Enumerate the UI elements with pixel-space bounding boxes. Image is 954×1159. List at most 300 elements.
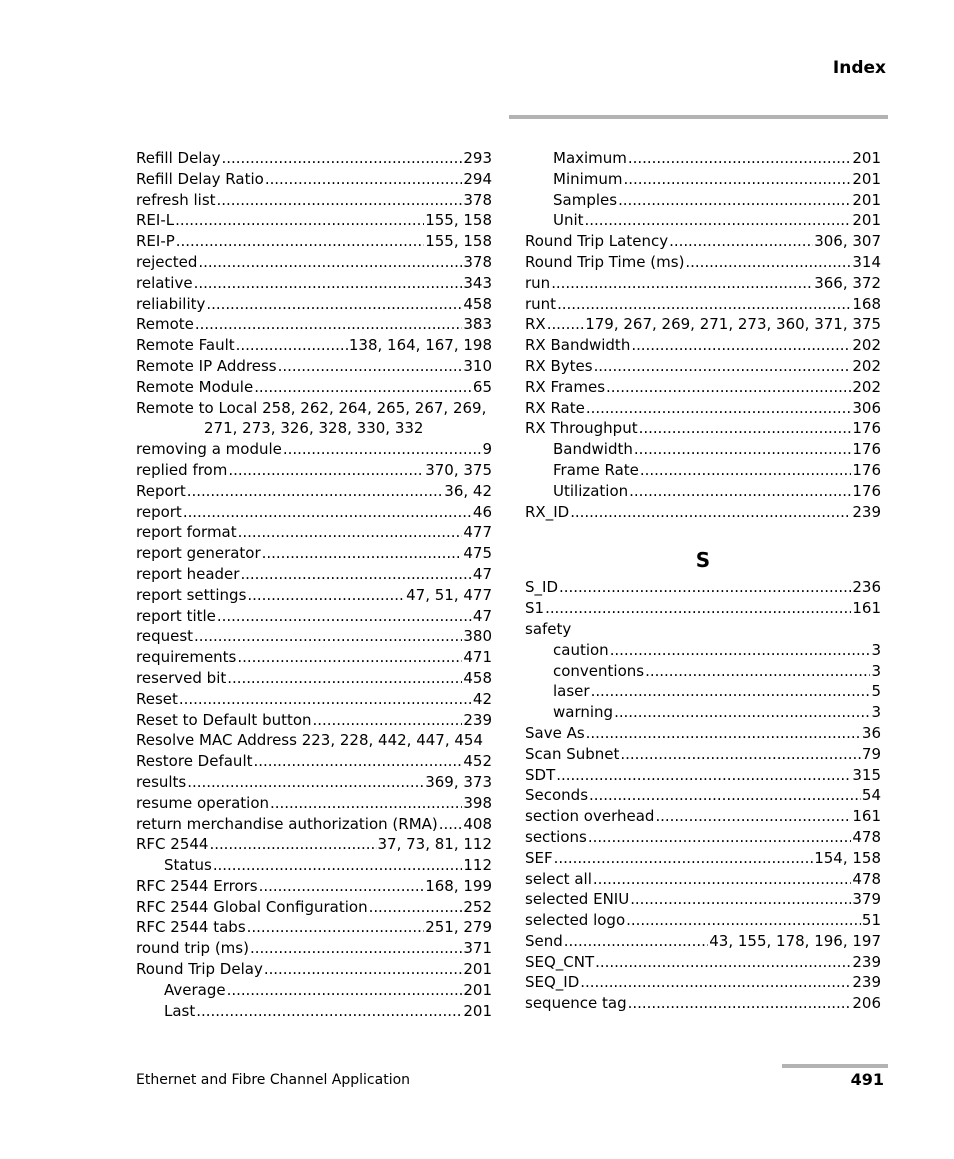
- index-term: report: [136, 502, 182, 521]
- dot-leader: [594, 356, 852, 377]
- index-term: S1: [525, 599, 545, 618]
- index-term: round trip (ms): [136, 939, 249, 958]
- index-term: request: [136, 627, 194, 646]
- index-subentry: [525, 190, 881, 211]
- index-term: Reset: [136, 689, 178, 708]
- dot-leader: [194, 273, 463, 294]
- page-references: 371: [463, 939, 492, 958]
- dot-leader: [222, 148, 463, 169]
- index-term: Round Trip Delay: [136, 960, 263, 979]
- dot-leader: [586, 398, 851, 419]
- index-subentry: [136, 855, 492, 876]
- index-entry: [525, 806, 881, 827]
- dot-leader: [557, 294, 851, 315]
- index-term: Status: [164, 856, 212, 875]
- dot-leader: [630, 889, 851, 910]
- index-subentry: [525, 148, 881, 169]
- page-references: 378: [463, 190, 492, 209]
- page-references: 201: [852, 169, 881, 188]
- index-entry: [136, 751, 492, 772]
- index-term: section overhead: [525, 807, 655, 826]
- index-term: Remote Module: [136, 377, 254, 396]
- index-entry: [136, 522, 492, 543]
- page-header-title: Index: [832, 58, 886, 78]
- index-entry: [525, 356, 881, 377]
- dot-leader: [237, 647, 462, 668]
- index-term: sequence tag: [525, 994, 627, 1013]
- page-references: 478: [852, 869, 881, 888]
- index-entry: [136, 606, 492, 627]
- index-entry: [136, 273, 492, 294]
- page-references: 65: [472, 377, 492, 396]
- index-term: reserved bit: [136, 668, 227, 687]
- index-term: Send: [525, 931, 563, 950]
- dot-leader: [545, 598, 851, 619]
- dot-leader: [593, 869, 851, 890]
- index-entry: [136, 876, 492, 897]
- page-references: 458: [463, 294, 492, 313]
- page-references: 176: [852, 440, 881, 459]
- dot-leader: [259, 876, 425, 897]
- dot-leader: [227, 668, 462, 689]
- dot-leader: [283, 439, 482, 460]
- index-term: Average: [164, 980, 226, 999]
- page-references: 168: [852, 294, 881, 313]
- index-term: Frame Rate: [553, 460, 639, 479]
- index-list-r-continued: [525, 148, 881, 522]
- dot-leader: [247, 585, 405, 606]
- dot-leader: [439, 814, 463, 835]
- index-term: Resolve MAC Address: [136, 731, 297, 750]
- dot-leader: [194, 626, 462, 647]
- index-entry: [525, 910, 881, 931]
- index-term: Remote to Local: [136, 398, 258, 417]
- index-term: report settings: [136, 585, 247, 604]
- dot-leader: [570, 502, 851, 523]
- dot-leader: [629, 481, 851, 502]
- index-term: SEF: [525, 848, 553, 867]
- index-term: Save As: [525, 723, 585, 742]
- index-term: Report: [136, 481, 186, 500]
- index-term: RFC 2544 tabs: [136, 918, 246, 937]
- index-entry: [136, 585, 492, 606]
- dot-leader: [265, 169, 463, 190]
- index-term: relative: [136, 273, 193, 292]
- dot-leader: [254, 377, 472, 398]
- page-references: 314: [852, 252, 881, 271]
- index-entry: [525, 765, 881, 786]
- page-references: 380: [463, 627, 492, 646]
- index-term: REI-P: [136, 232, 175, 251]
- index-term: RFC 2544 Global Configuration: [136, 897, 368, 916]
- page-references: 201: [852, 190, 881, 209]
- index-entry: [525, 398, 881, 419]
- page-references: 271, 273, 326, 328, 330, 332: [204, 419, 424, 438]
- dot-leader: [564, 931, 708, 952]
- index-term: rejected: [136, 252, 198, 271]
- index-column-right: [525, 148, 881, 1014]
- index-term: replied from: [136, 460, 228, 479]
- dot-leader: [618, 190, 851, 211]
- index-term: Samples: [553, 190, 618, 209]
- page-references: 36, 42: [444, 481, 492, 500]
- index-term: SEQ_ID: [525, 973, 580, 992]
- index-term: selected logo: [525, 911, 626, 930]
- dot-leader: [634, 439, 852, 460]
- index-entry: [525, 273, 881, 294]
- index-term: Unit: [553, 211, 584, 230]
- dot-leader: [685, 252, 851, 273]
- index-term: Utilization: [553, 481, 629, 500]
- index-entry: [136, 314, 492, 335]
- page-references: 5: [871, 682, 881, 701]
- dot-leader: [183, 502, 472, 523]
- page-references: 168, 199: [425, 876, 492, 895]
- dot-leader: [556, 765, 851, 786]
- dot-leader: [580, 972, 851, 993]
- page-references: 408: [463, 814, 492, 833]
- index-term: safety: [525, 619, 572, 638]
- index-entry: [525, 314, 881, 335]
- index-column-left: [136, 148, 492, 1021]
- index-term: SDT: [525, 765, 556, 784]
- index-entry: [525, 502, 881, 523]
- index-entry: [136, 710, 492, 731]
- index-term: Remote: [136, 315, 194, 334]
- dot-leader: [228, 460, 424, 481]
- page-references: 176: [852, 460, 881, 479]
- page-references: 3: [871, 640, 881, 659]
- index-subentry: [525, 702, 881, 723]
- index-entry: [525, 993, 881, 1014]
- page-references: 239: [852, 502, 881, 521]
- index-entry: [136, 481, 492, 502]
- index-term: RX Frames: [525, 377, 606, 396]
- page-references: 306: [852, 398, 881, 417]
- index-entry: [136, 460, 492, 481]
- index-term: RX Bytes: [525, 356, 593, 375]
- dot-leader: [551, 273, 813, 294]
- dot-leader: [610, 640, 871, 661]
- dot-leader: [187, 772, 424, 793]
- page-references: 154, 158: [814, 848, 881, 867]
- index-term: RX_ID: [525, 502, 570, 521]
- page-references: 201: [852, 149, 881, 167]
- index-term: RX: [525, 315, 546, 334]
- page-references: 471: [463, 648, 492, 667]
- page-references: 36: [861, 723, 881, 742]
- dot-leader: [217, 606, 472, 627]
- dot-leader: [655, 806, 851, 827]
- index-term: reliability: [136, 294, 206, 313]
- page-references: 236: [852, 578, 881, 597]
- index-entry: [136, 689, 492, 710]
- page-references: 306, 307: [814, 232, 881, 251]
- index-entry: [136, 543, 492, 564]
- index-entry: [136, 814, 492, 835]
- dot-leader: [270, 793, 462, 814]
- index-term: S_ID: [525, 578, 558, 597]
- index-term: Refill Delay Ratio: [136, 169, 264, 188]
- index-subentry: [136, 980, 492, 1001]
- page-references: 379: [852, 890, 881, 909]
- index-entry: [136, 418, 492, 439]
- dot-leader: [236, 335, 348, 356]
- index-entry: [525, 723, 881, 744]
- page-references: 51: [861, 911, 881, 930]
- index-subentry: [525, 210, 881, 231]
- index-term: Restore Default: [136, 752, 253, 771]
- page-references: 42: [472, 689, 492, 708]
- index-term: resume operation: [136, 793, 270, 812]
- page-references: 458: [463, 668, 492, 687]
- page-references: 370, 375: [425, 460, 492, 479]
- dot-leader: [238, 522, 463, 543]
- index-entry: [136, 668, 492, 689]
- index-entry: [136, 439, 492, 460]
- dot-leader: [595, 952, 851, 973]
- dot-leader: [591, 681, 871, 702]
- page-references: 223, 228, 442, 447, 454: [301, 731, 484, 750]
- page-references: 161: [852, 807, 881, 826]
- dot-leader: [254, 751, 463, 772]
- dot-leader: [195, 314, 462, 335]
- index-term: report format: [136, 523, 237, 542]
- page-references: 293: [463, 149, 492, 167]
- index-entry: [525, 785, 881, 806]
- index-entry: [525, 231, 881, 252]
- index-term: requirements: [136, 648, 237, 667]
- index-entry: [525, 972, 881, 993]
- dot-leader: [586, 723, 861, 744]
- page-references: 201: [463, 1001, 492, 1020]
- dot-leader: [217, 190, 463, 211]
- index-term: sections: [525, 827, 587, 846]
- header-rule: [509, 115, 888, 119]
- page-references: 378: [463, 252, 492, 271]
- page-references: 202: [852, 377, 881, 396]
- dot-leader: [589, 785, 861, 806]
- index-term: Reset to Default button: [136, 710, 312, 729]
- page-references: 138, 164, 167, 198: [348, 336, 492, 355]
- index-entry: [136, 793, 492, 814]
- page-references: 155, 158: [425, 232, 492, 251]
- index-term: Round Trip Latency: [525, 232, 669, 251]
- index-term: report title: [136, 606, 216, 625]
- footer-book-title: Ethernet and Fibre Channel Application: [136, 1072, 411, 1088]
- page-references: 310: [463, 356, 492, 375]
- index-term: refresh list: [136, 190, 216, 209]
- page-references: 9: [482, 440, 492, 459]
- index-term: Remote IP Address: [136, 356, 277, 375]
- index-term: report generator: [136, 544, 261, 563]
- index-entry: [136, 564, 492, 585]
- index-subentry: [136, 1001, 492, 1022]
- page-references: 398: [463, 793, 492, 812]
- dot-leader: [626, 910, 861, 931]
- page-references: 46: [472, 502, 492, 521]
- page-references: 477: [463, 523, 492, 542]
- index-entry: [136, 502, 492, 523]
- page-references: 202: [852, 336, 881, 355]
- index-entry: [525, 931, 881, 952]
- index-entry: [136, 356, 492, 377]
- index-term: Scan Subnet: [525, 744, 620, 763]
- index-entry: [136, 938, 492, 959]
- index-term: conventions: [553, 661, 645, 680]
- page-references: 478: [852, 827, 881, 846]
- dot-leader: [614, 702, 870, 723]
- index-subentry: [525, 481, 881, 502]
- dot-leader: [624, 169, 852, 190]
- index-term: warning: [553, 703, 614, 722]
- page-references: 452: [463, 752, 492, 771]
- page-references: 176: [852, 419, 881, 438]
- page-references: 252: [463, 897, 492, 916]
- page-references: 112: [463, 856, 492, 875]
- index-entry: [136, 210, 492, 231]
- page-references: 47, 51, 477: [406, 585, 492, 604]
- dot-leader: [213, 855, 463, 876]
- index-term: selected ENIU: [525, 890, 630, 909]
- page-references: 251, 279: [425, 918, 492, 937]
- index-term: Round Trip Time (ms): [525, 252, 685, 271]
- index-entry: [136, 959, 492, 980]
- index-subentry: [525, 661, 881, 682]
- index-entry: [525, 577, 881, 598]
- page-references: 3: [871, 661, 881, 680]
- index-term: RX Bandwidth: [525, 336, 631, 355]
- page-references: 202: [852, 356, 881, 375]
- index-entry: [136, 647, 492, 668]
- index-entry: [136, 834, 492, 855]
- index-term: results: [136, 772, 187, 791]
- index-entry: [525, 377, 881, 398]
- page-references: 79: [861, 744, 881, 763]
- dot-leader: [606, 377, 851, 398]
- index-entry: [525, 848, 881, 869]
- dot-leader: [620, 744, 861, 765]
- footer-rule: [782, 1064, 888, 1068]
- index-entry: [136, 190, 492, 211]
- dot-leader: [628, 993, 852, 1014]
- index-entry: [525, 869, 881, 890]
- dot-leader: [179, 689, 472, 710]
- page-references: 176: [852, 481, 881, 500]
- dot-leader: [227, 980, 463, 1001]
- page-references: 383: [463, 315, 492, 334]
- index-entry: [136, 626, 492, 647]
- index-term: Maximum: [553, 149, 627, 167]
- index-term: Bandwidth: [553, 440, 633, 459]
- index-entry: [136, 148, 492, 169]
- dot-leader: [198, 252, 462, 273]
- dot-leader: [250, 938, 462, 959]
- index-term: runt: [525, 294, 557, 313]
- dot-leader: [645, 661, 870, 682]
- index-term: return merchandise authorization (RMA): [136, 814, 438, 833]
- index-entry: [136, 294, 492, 315]
- index-term: caution: [553, 640, 609, 659]
- index-subentry: [525, 460, 881, 481]
- index-entry: [136, 398, 492, 419]
- index-term: Remote Fault: [136, 336, 235, 355]
- dot-leader: [669, 231, 813, 252]
- dot-leader: [262, 543, 463, 564]
- page-references: 179, 267, 269, 271, 273, 360, 371, 375: [585, 315, 881, 334]
- page-references: 37, 73, 81, 112: [377, 835, 492, 854]
- dot-leader: [240, 564, 471, 585]
- page-references: 201: [463, 960, 492, 979]
- dot-leader: [628, 148, 851, 169]
- index-subentry: [525, 640, 881, 661]
- page-references: 161: [852, 599, 881, 618]
- dot-leader: [206, 294, 462, 315]
- index-term: run: [525, 273, 551, 292]
- index-term: Last: [164, 1001, 196, 1020]
- page-references: 47: [472, 606, 492, 625]
- index-term: RX Rate: [525, 398, 585, 417]
- page-references: 155, 158: [425, 211, 492, 230]
- index-entry: [525, 619, 881, 640]
- dot-leader: [209, 834, 376, 855]
- page-references: 239: [463, 710, 492, 729]
- index-term: RFC 2544 Errors: [136, 876, 258, 895]
- index-term: laser: [553, 682, 590, 701]
- index-subentry: [525, 169, 881, 190]
- index-term: RX Throughput: [525, 419, 638, 438]
- page-references: 201: [852, 211, 881, 230]
- page-references: 366, 372: [814, 273, 881, 292]
- dot-leader: [639, 418, 852, 439]
- index-entry: [525, 744, 881, 765]
- index-term: removing a module: [136, 440, 282, 459]
- dot-leader: [631, 335, 851, 356]
- index-entry: [136, 169, 492, 190]
- dot-leader: [554, 848, 814, 869]
- page-references: 343: [463, 273, 492, 292]
- index-term: report header: [136, 564, 240, 583]
- page-references: 206: [852, 994, 881, 1013]
- dot-leader: [176, 231, 424, 252]
- index-term: REI-L: [136, 211, 175, 230]
- index-term: Seconds: [525, 786, 589, 805]
- index-entry: [136, 897, 492, 918]
- index-entry: [136, 335, 492, 356]
- index-entry: [525, 335, 881, 356]
- page-references: 475: [463, 544, 492, 563]
- index-entry: [525, 952, 881, 973]
- index-entry: [525, 418, 881, 439]
- dot-leader: [640, 460, 851, 481]
- index-entry: [136, 730, 492, 751]
- index-entry: [525, 827, 881, 848]
- index-entry: [136, 377, 492, 398]
- index-entry: [525, 294, 881, 315]
- index-entry: [525, 889, 881, 910]
- page-references: 315: [852, 765, 881, 784]
- dot-leader: [187, 481, 444, 502]
- dot-leader: [175, 210, 424, 231]
- dot-leader: [278, 356, 463, 377]
- dot-leader: [588, 827, 852, 848]
- index-entry: [136, 231, 492, 252]
- page-references: 258, 262, 264, 265, 267, 269,: [262, 398, 487, 417]
- dot-leader: [547, 314, 585, 335]
- index-entry: [525, 598, 881, 619]
- page-references: 43, 155, 178, 196, 197: [709, 931, 881, 950]
- index-term: SEQ_CNT: [525, 952, 595, 971]
